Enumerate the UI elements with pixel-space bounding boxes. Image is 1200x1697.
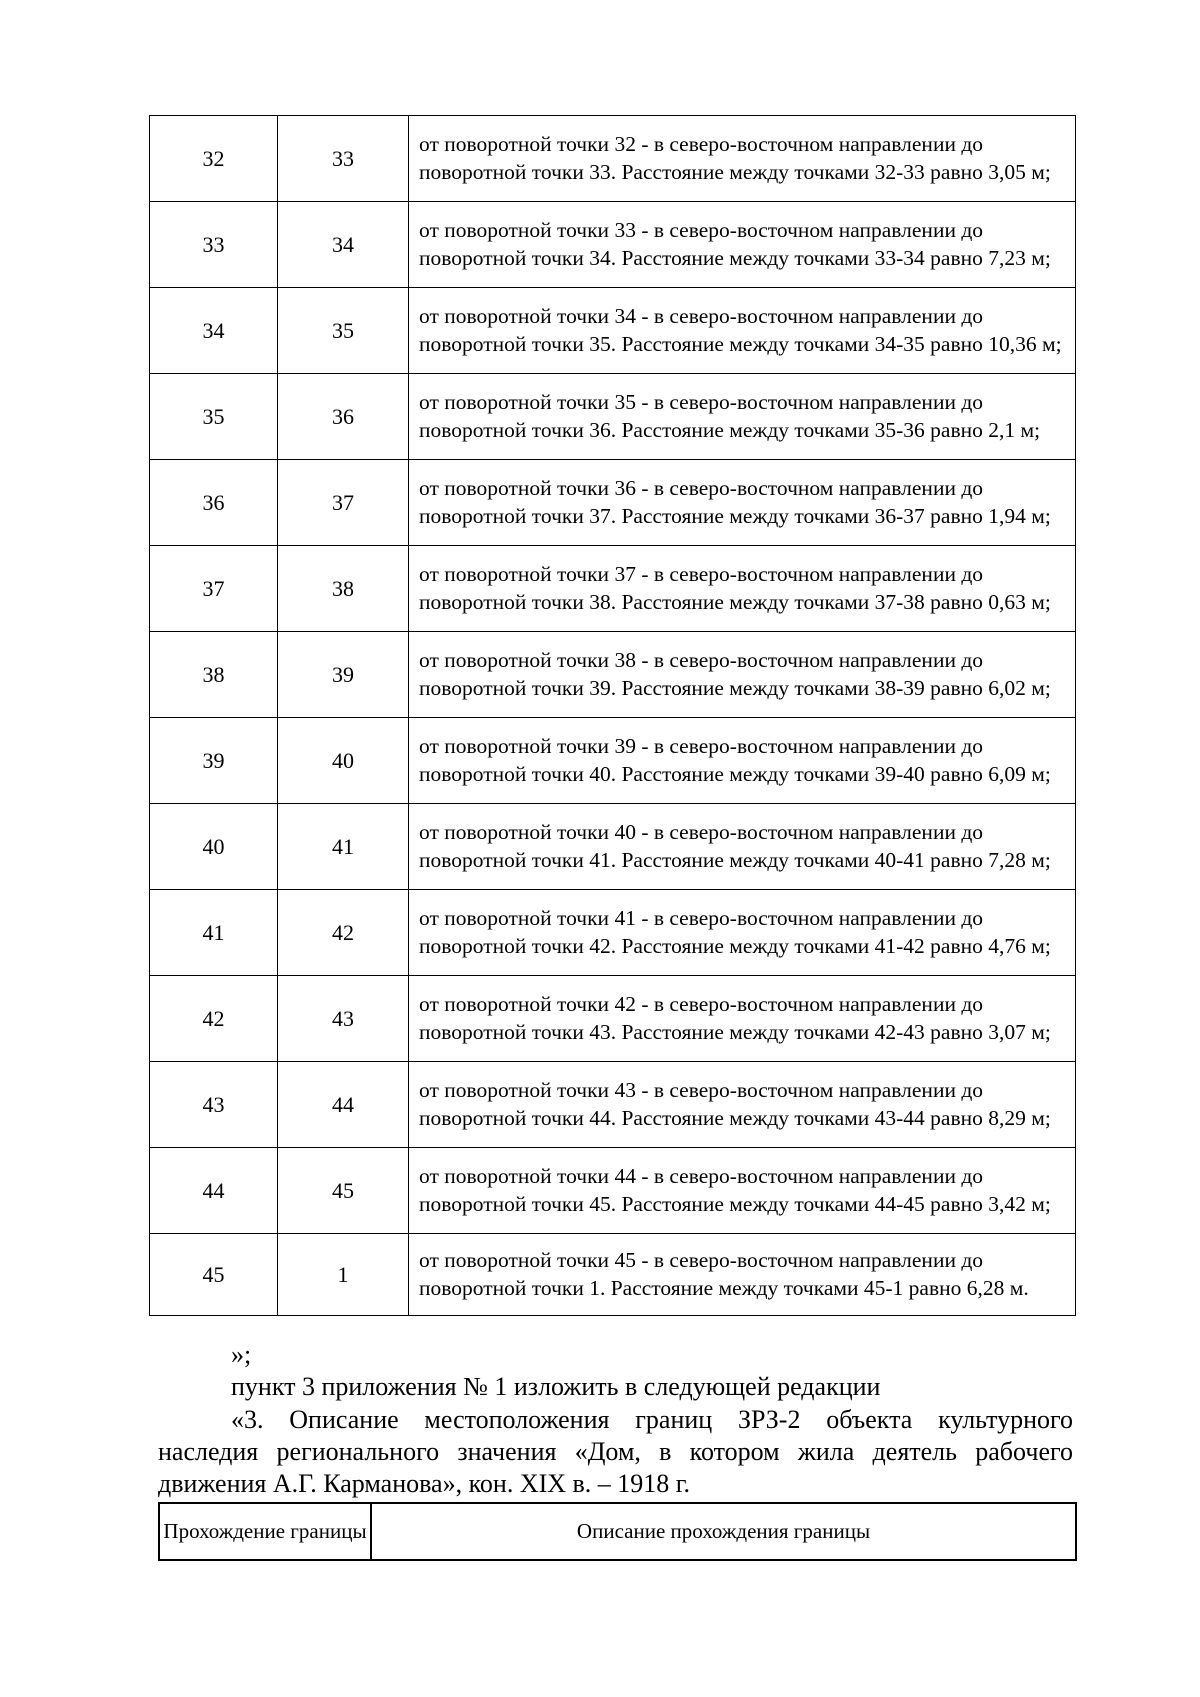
table-row: [150, 804, 1076, 890]
boundary-description-cell: от поворотной точки 32 - в северо-восточном направлении до поворотной точки 33. Расстояние между точками 32-33 равно 3,05 м;: [409, 116, 1076, 202]
boundary-description-cell: от поворотной точки 42 - в северо-восточном направлении до поворотной точки 43. Расстояние между точками 42-43 равно 3,07 м;: [409, 976, 1076, 1062]
point-to-cell: 44: [278, 1062, 409, 1148]
section-title-line-3: движения А.Г. Карманова», кон. XIX в. – 1918 г.: [158, 1469, 691, 1498]
point-from-cell: 42: [150, 976, 278, 1062]
point-to-cell: 43: [278, 976, 409, 1062]
header-boundary-description: Описание прохождения границы: [371, 1503, 1076, 1560]
point-to-cell: 37: [278, 460, 409, 546]
point-to-cell: 34: [278, 202, 409, 288]
point-from-cell: 45: [150, 1234, 278, 1316]
boundary-description-cell: от поворотной точки 36 - в северо-восточном направлении до поворотной точки 37. Расстояние между точками 36-37 равно 1,94 м;: [409, 460, 1076, 546]
table-row: [150, 460, 1076, 546]
point-to-cell: 35: [278, 288, 409, 374]
point-to-cell: 45: [278, 1148, 409, 1234]
boundary-description-cell: от поворотной точки 39 - в северо-восточном направлении до поворотной точки 40. Расстояние между точками 39-40 равно 6,09 м;: [409, 718, 1076, 804]
point-from-cell: 32: [150, 116, 278, 202]
table-row: [150, 1148, 1076, 1234]
boundary-description-cell: от поворотной точки 35 - в северо-восточном направлении до поворотной точки 36. Расстояние между точками 35-36 равно 2,1 м;: [409, 374, 1076, 460]
point-from-cell: 41: [150, 890, 278, 976]
point-to-cell: 41: [278, 804, 409, 890]
point-from-cell: 43: [150, 1062, 278, 1148]
point-to-cell: 42: [278, 890, 409, 976]
point-from-cell: 33: [150, 202, 278, 288]
table-row: [150, 546, 1076, 632]
table-row: [150, 1062, 1076, 1148]
point-from-cell: 36: [150, 460, 278, 546]
section-title-line-2: наследия регионального значения «Дом, в котором жила деятель рабочего: [158, 1437, 1073, 1466]
boundary-description-cell: от поворотной точки 33 - в северо-восточном направлении до поворотной точки 34. Расстояние между точками 33-34 равно 7,23 м;: [409, 202, 1076, 288]
table-row: [150, 374, 1076, 460]
closing-quote: »;: [231, 1340, 252, 1369]
point-from-cell: 37: [150, 546, 278, 632]
table-row: [150, 202, 1076, 288]
boundary-header-table: [158, 1502, 1077, 1561]
boundary-description-cell: от поворотной точки 38 - в северо-восточном направлении до поворотной точки 39. Расстояние между точками 38-39 равно 6,02 м;: [409, 632, 1076, 718]
boundary-description-cell: от поворотной точки 41 - в северо-восточном направлении до поворотной точки 42. Расстояние между точками 41-42 равно 4,76 м;: [409, 890, 1076, 976]
table-row: [150, 632, 1076, 718]
table-row: [150, 116, 1076, 202]
header-boundary-passage: Прохождение границы: [159, 1503, 371, 1560]
point-from-cell: 34: [150, 288, 278, 374]
section-title-line-1: «3. Описание местоположения границ ЗРЗ-2 объекта культурного: [231, 1405, 1073, 1434]
point-from-cell: 35: [150, 374, 278, 460]
table-row: [150, 1234, 1076, 1316]
table-row: [150, 976, 1076, 1062]
boundary-table-body: [150, 116, 1076, 1316]
header-row: [159, 1503, 1076, 1560]
boundary-description-cell: от поворотной точки 43 - в северо-восточном направлении до поворотной точки 44. Расстояние между точками 43-44 равно 8,29 м;: [409, 1062, 1076, 1148]
point-from-cell: 44: [150, 1148, 278, 1234]
amendment-instruction: пункт 3 приложения № 1 изложить в следующей редакции: [231, 1372, 881, 1401]
point-from-cell: 40: [150, 804, 278, 890]
boundary-table: [149, 115, 1076, 1316]
point-to-cell: 36: [278, 374, 409, 460]
point-from-cell: 39: [150, 718, 278, 804]
boundary-description-cell: от поворотной точки 40 - в северо-восточном направлении до поворотной точки 41. Расстояние между точками 40-41 равно 7,28 м;: [409, 804, 1076, 890]
boundary-description-cell: от поворотной точки 37 - в северо-восточном направлении до поворотной точки 38. Расстояние между точками 37-38 равно 0,63 м;: [409, 546, 1076, 632]
table-row: [150, 890, 1076, 976]
boundary-description-cell: от поворотной точки 45 - в северо-восточном направлении до поворотной точки 1. Расстояние между точками 45-1 равно 6,28 м.: [409, 1234, 1076, 1316]
point-to-cell: 40: [278, 718, 409, 804]
boundary-description-cell: от поворотной точки 44 - в северо-восточном направлении до поворотной точки 45. Расстояние между точками 44-45 равно 3,42 м;: [409, 1148, 1076, 1234]
section-title: [158, 1404, 1073, 1500]
point-to-cell: 38: [278, 546, 409, 632]
table-row: [150, 718, 1076, 804]
point-to-cell: 1: [278, 1234, 409, 1316]
boundary-description-cell: от поворотной точки 34 - в северо-восточном направлении до поворотной точки 35. Расстояние между точками 34-35 равно 10,36 м;: [409, 288, 1076, 374]
point-to-cell: 39: [278, 632, 409, 718]
point-from-cell: 38: [150, 632, 278, 718]
table-row: [150, 288, 1076, 374]
point-to-cell: 33: [278, 116, 409, 202]
